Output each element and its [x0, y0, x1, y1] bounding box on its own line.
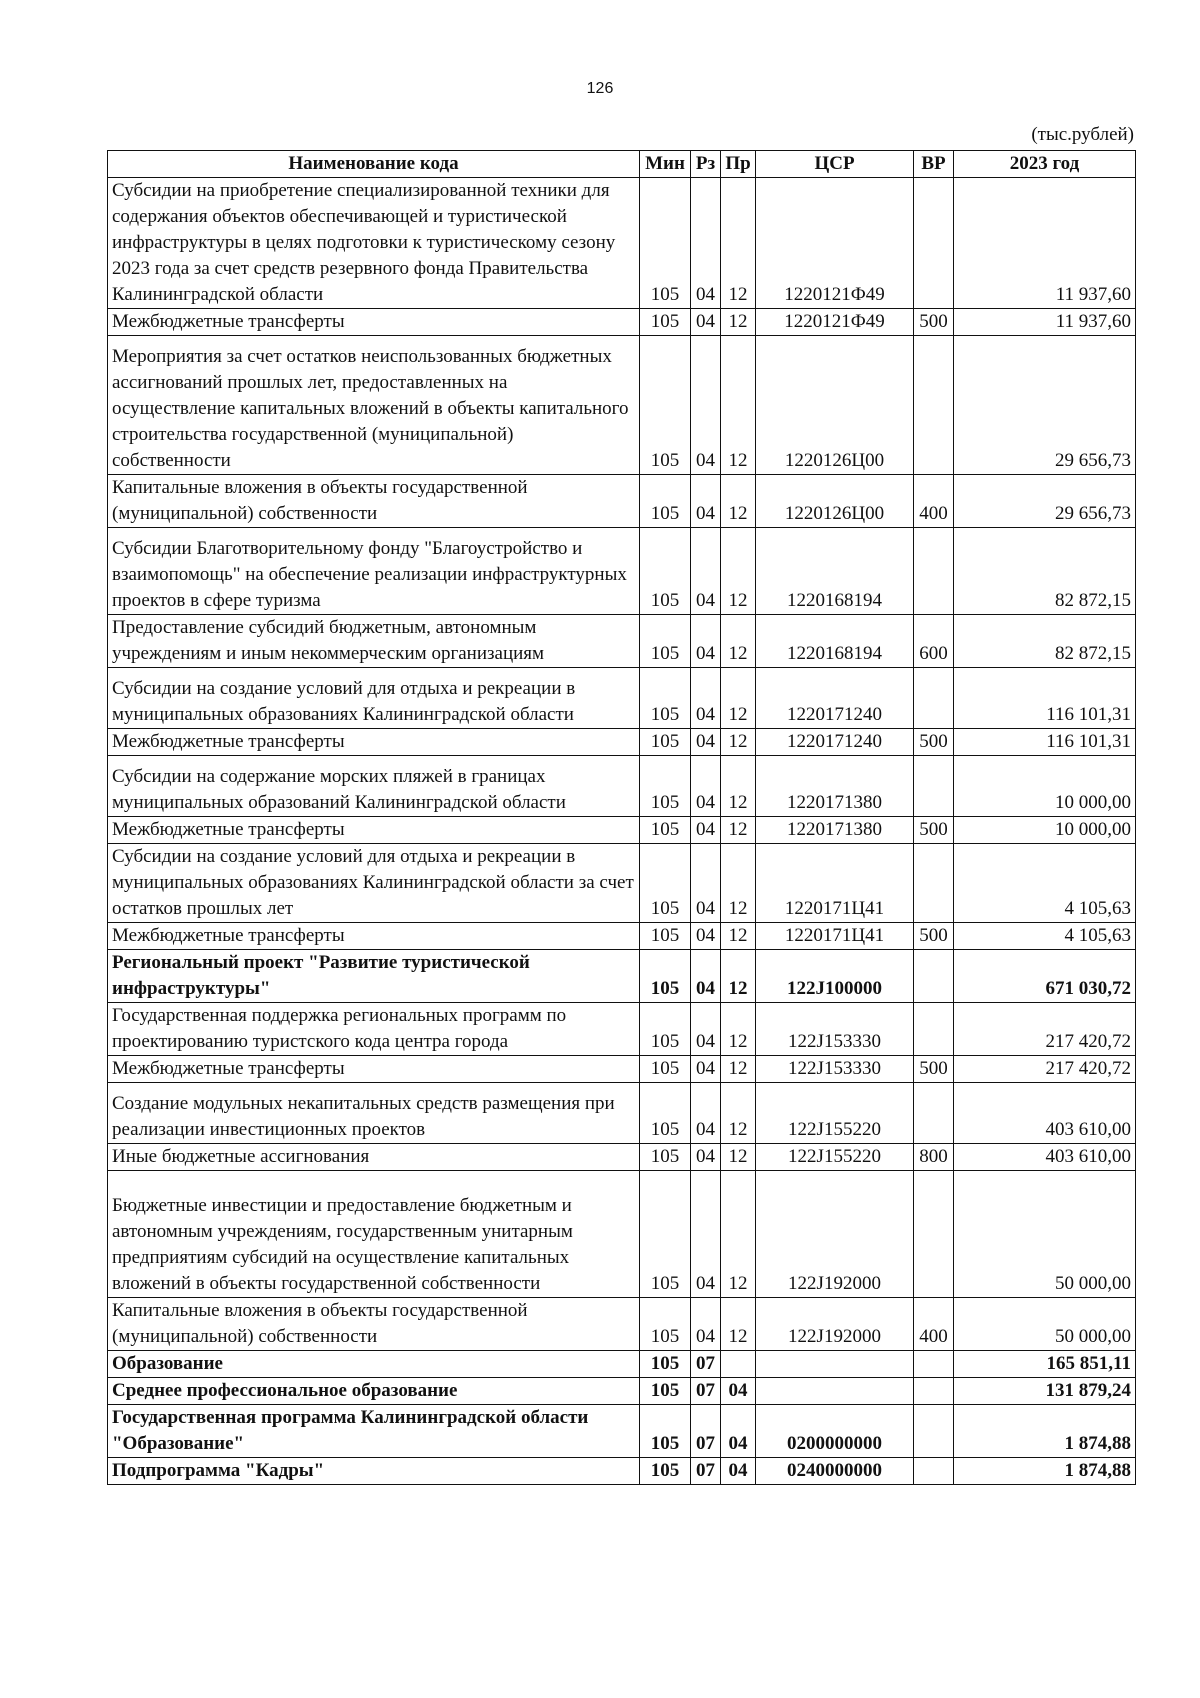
table-row — [108, 528, 1136, 615]
cell-min: 105 — [640, 475, 691, 528]
cell-rz: 04 — [691, 950, 721, 1003]
cell-vr — [914, 178, 954, 309]
cell-csr: 122J192000 — [756, 1171, 914, 1298]
cell-csr: 1220171380 — [756, 817, 914, 844]
cell-rz: 04 — [691, 817, 721, 844]
cell-name: Государственная программа Калининградской области "Образование" — [108, 1405, 640, 1458]
cell-amount: 116 101,31 — [954, 729, 1136, 756]
header-name: Наименование кода — [108, 151, 640, 178]
cell-name: Образование — [108, 1351, 640, 1378]
cell-rz: 04 — [691, 844, 721, 923]
cell-csr: 1220121Ф49 — [756, 178, 914, 309]
cell-rz: 04 — [691, 729, 721, 756]
header-vr: ВР — [914, 151, 954, 178]
cell-min: 105 — [640, 1083, 691, 1144]
cell-amount: 217 420,72 — [954, 1056, 1136, 1083]
cell-name: Среднее профессиональное образование — [108, 1378, 640, 1405]
cell-min: 105 — [640, 1144, 691, 1171]
cell-pr: 12 — [721, 844, 756, 923]
cell-pr: 12 — [721, 1171, 756, 1298]
cell-amount: 11 937,60 — [954, 178, 1136, 309]
cell-csr: 1220126Ц00 — [756, 336, 914, 475]
cell-min: 105 — [640, 528, 691, 615]
cell-name: Мероприятия за счет остатков неиспользованных бюджетных ассигнований прошлых лет, предоставленных на осуществление капитальных вложений в объекты капитального строительства государственной (муниципальной) собственности — [108, 336, 640, 475]
cell-pr: 12 — [721, 729, 756, 756]
cell-csr: 1220121Ф49 — [756, 309, 914, 336]
cell-csr: 122J153330 — [756, 1003, 914, 1056]
cell-rz: 07 — [691, 1405, 721, 1458]
cell-rz: 04 — [691, 309, 721, 336]
cell-rz: 04 — [691, 668, 721, 729]
cell-csr: 1220126Ц00 — [756, 475, 914, 528]
cell-name: Подпрограмма "Кадры" — [108, 1458, 640, 1485]
cell-name: Иные бюджетные ассигнования — [108, 1144, 640, 1171]
cell-pr: 12 — [721, 336, 756, 475]
cell-pr: 12 — [721, 1056, 756, 1083]
table-row — [108, 1144, 1136, 1171]
cell-vr — [914, 668, 954, 729]
table-row — [108, 1405, 1136, 1458]
cell-pr: 04 — [721, 1458, 756, 1485]
cell-vr: 500 — [914, 729, 954, 756]
cell-name: Региональный проект "Развитие туристической инфраструктуры" — [108, 950, 640, 1003]
cell-pr: 12 — [721, 309, 756, 336]
cell-vr — [914, 1458, 954, 1485]
cell-csr: 122J155220 — [756, 1144, 914, 1171]
cell-vr: 400 — [914, 475, 954, 528]
cell-min: 105 — [640, 1171, 691, 1298]
table-row — [108, 309, 1136, 336]
cell-pr: 04 — [721, 1378, 756, 1405]
cell-amount: 82 872,15 — [954, 528, 1136, 615]
cell-name: Субсидии на создание условий для отдыха и рекреации в муниципальных образованиях Калининградской области — [108, 668, 640, 729]
cell-vr: 500 — [914, 923, 954, 950]
cell-min: 105 — [640, 844, 691, 923]
cell-min: 105 — [640, 309, 691, 336]
cell-min: 105 — [640, 668, 691, 729]
cell-rz: 04 — [691, 178, 721, 309]
cell-pr: 12 — [721, 817, 756, 844]
cell-csr: 122J155220 — [756, 1083, 914, 1144]
cell-name: Бюджетные инвестиции и предоставление бюджетным и автономным учреждениям, государственным унитарным предприятиям субсидий на осуществление капитальных вложений в объекты государственной собственности — [108, 1171, 640, 1298]
cell-min: 105 — [640, 1351, 691, 1378]
cell-rz: 04 — [691, 1298, 721, 1351]
cell-min: 105 — [640, 1405, 691, 1458]
cell-min: 105 — [640, 178, 691, 309]
cell-vr — [914, 1083, 954, 1144]
cell-vr — [914, 1171, 954, 1298]
table-row — [108, 756, 1136, 817]
budget-table — [107, 150, 1136, 1485]
cell-amount: 10 000,00 — [954, 756, 1136, 817]
cell-name: Субсидии на создание условий для отдыха и рекреации в муниципальных образованиях Калининградской области за счет остатков прошлых лет — [108, 844, 640, 923]
cell-rz: 07 — [691, 1458, 721, 1485]
cell-amount: 116 101,31 — [954, 668, 1136, 729]
cell-rz: 07 — [691, 1351, 721, 1378]
cell-vr: 800 — [914, 1144, 954, 1171]
table-row — [108, 1351, 1136, 1378]
units-label: (тыс.рублей) — [1031, 124, 1134, 145]
cell-vr — [914, 528, 954, 615]
table-row — [108, 668, 1136, 729]
header-amount: 2023 год — [954, 151, 1136, 178]
cell-rz: 04 — [691, 1056, 721, 1083]
cell-pr: 12 — [721, 528, 756, 615]
cell-pr — [721, 1351, 756, 1378]
cell-amount: 403 610,00 — [954, 1083, 1136, 1144]
cell-min: 105 — [640, 756, 691, 817]
cell-min: 105 — [640, 336, 691, 475]
cell-vr — [914, 1405, 954, 1458]
cell-csr: 1220171240 — [756, 668, 914, 729]
header-row — [108, 151, 1136, 178]
cell-vr — [914, 844, 954, 923]
cell-rz: 04 — [691, 336, 721, 475]
cell-name: Государственная поддержка региональных программ по проектированию туристского кода центра города — [108, 1003, 640, 1056]
cell-vr: 500 — [914, 817, 954, 844]
table-row — [108, 1056, 1136, 1083]
cell-name: Межбюджетные трансферты — [108, 1056, 640, 1083]
cell-vr: 500 — [914, 309, 954, 336]
cell-amount: 131 879,24 — [954, 1378, 1136, 1405]
cell-pr: 12 — [721, 1144, 756, 1171]
cell-amount: 1 874,88 — [954, 1405, 1136, 1458]
cell-vr — [914, 1003, 954, 1056]
cell-min: 105 — [640, 1378, 691, 1405]
cell-vr — [914, 756, 954, 817]
table-row — [108, 1003, 1136, 1056]
cell-csr — [756, 1378, 914, 1405]
cell-pr: 12 — [721, 950, 756, 1003]
cell-name: Межбюджетные трансферты — [108, 309, 640, 336]
cell-pr: 12 — [721, 668, 756, 729]
header-pr: Пр — [721, 151, 756, 178]
cell-name: Субсидии на приобретение специализированной техники для содержания объектов обеспечивающей и туристической инфраструктуры в целях подготовки к туристическому сезону 2023 года за счет средств резервного фонда Правительства Калининградской области — [108, 178, 640, 309]
cell-min: 105 — [640, 615, 691, 668]
cell-rz: 04 — [691, 475, 721, 528]
cell-vr: 600 — [914, 615, 954, 668]
cell-csr: 1220171Ц41 — [756, 844, 914, 923]
cell-min: 105 — [640, 1298, 691, 1351]
header-min: Мин — [640, 151, 691, 178]
table-row — [108, 475, 1136, 528]
cell-csr: 1220171380 — [756, 756, 914, 817]
table-body — [108, 178, 1136, 1485]
cell-rz: 07 — [691, 1378, 721, 1405]
table-row — [108, 844, 1136, 923]
cell-csr: 122J100000 — [756, 950, 914, 1003]
cell-name: Межбюджетные трансферты — [108, 817, 640, 844]
cell-csr: 1220171Ц41 — [756, 923, 914, 950]
table-row — [108, 950, 1136, 1003]
cell-pr: 12 — [721, 475, 756, 528]
cell-rz: 04 — [691, 1171, 721, 1298]
cell-amount: 29 656,73 — [954, 336, 1136, 475]
cell-name: Капитальные вложения в объекты государственной (муниципальной) собственности — [108, 1298, 640, 1351]
cell-min: 105 — [640, 1056, 691, 1083]
cell-name: Межбюджетные трансферты — [108, 923, 640, 950]
table-header — [108, 151, 1136, 178]
cell-name: Межбюджетные трансферты — [108, 729, 640, 756]
cell-amount: 165 851,11 — [954, 1351, 1136, 1378]
cell-amount: 1 874,88 — [954, 1458, 1136, 1485]
cell-min: 105 — [640, 817, 691, 844]
cell-amount: 403 610,00 — [954, 1144, 1136, 1171]
cell-amount: 82 872,15 — [954, 615, 1136, 668]
cell-name: Капитальные вложения в объекты государственной (муниципальной) собственности — [108, 475, 640, 528]
cell-name: Создание модульных некапитальных средств размещения при реализации инвестиционных проектов — [108, 1083, 640, 1144]
cell-pr: 12 — [721, 615, 756, 668]
table-row — [108, 1083, 1136, 1144]
cell-vr — [914, 1378, 954, 1405]
cell-pr: 04 — [721, 1405, 756, 1458]
header-csr: ЦСР — [756, 151, 914, 178]
header-rz: Рз — [691, 151, 721, 178]
cell-csr: 0240000000 — [756, 1458, 914, 1485]
cell-rz: 04 — [691, 923, 721, 950]
cell-vr — [914, 336, 954, 475]
cell-csr — [756, 1351, 914, 1378]
cell-rz: 04 — [691, 528, 721, 615]
cell-rz: 04 — [691, 615, 721, 668]
cell-amount: 10 000,00 — [954, 817, 1136, 844]
table-row — [108, 817, 1136, 844]
table-row — [108, 615, 1136, 668]
cell-min: 105 — [640, 1458, 691, 1485]
cell-csr: 1220168194 — [756, 528, 914, 615]
cell-pr: 12 — [721, 756, 756, 817]
cell-amount: 29 656,73 — [954, 475, 1136, 528]
cell-name: Субсидии на содержание морских пляжей в границах муниципальных образований Калининградской области — [108, 756, 640, 817]
cell-pr: 12 — [721, 1003, 756, 1056]
cell-csr: 122J192000 — [756, 1298, 914, 1351]
table-row — [108, 1378, 1136, 1405]
cell-csr: 1220168194 — [756, 615, 914, 668]
cell-name: Субсидии Благотворительному фонду "Благоустройство и взаимопомощь" на обеспечение реализации инфраструктурных проектов в сфере туризма — [108, 528, 640, 615]
cell-vr: 400 — [914, 1298, 954, 1351]
table-row — [108, 1171, 1136, 1298]
cell-min: 105 — [640, 923, 691, 950]
cell-vr — [914, 1351, 954, 1378]
table-row — [108, 1458, 1136, 1485]
table-row — [108, 336, 1136, 475]
cell-min: 105 — [640, 950, 691, 1003]
cell-amount: 671 030,72 — [954, 950, 1136, 1003]
cell-amount: 4 105,63 — [954, 844, 1136, 923]
cell-csr: 122J153330 — [756, 1056, 914, 1083]
cell-amount: 50 000,00 — [954, 1171, 1136, 1298]
cell-amount: 50 000,00 — [954, 1298, 1136, 1351]
table-row — [108, 729, 1136, 756]
cell-pr: 12 — [721, 1083, 756, 1144]
cell-amount: 11 937,60 — [954, 309, 1136, 336]
cell-vr: 500 — [914, 1056, 954, 1083]
cell-pr: 12 — [721, 178, 756, 309]
cell-rz: 04 — [691, 756, 721, 817]
table-row — [108, 1298, 1136, 1351]
table-row — [108, 923, 1136, 950]
cell-rz: 04 — [691, 1083, 721, 1144]
cell-name: Предоставление субсидий бюджетным, автономным учреждениям и иным некоммерческим организациям — [108, 615, 640, 668]
cell-amount: 4 105,63 — [954, 923, 1136, 950]
cell-csr: 0200000000 — [756, 1405, 914, 1458]
cell-min: 105 — [640, 729, 691, 756]
cell-amount: 217 420,72 — [954, 1003, 1136, 1056]
page-number: 126 — [586, 80, 614, 97]
cell-rz: 04 — [691, 1144, 721, 1171]
cell-min: 105 — [640, 1003, 691, 1056]
cell-rz: 04 — [691, 1003, 721, 1056]
cell-pr: 12 — [721, 1298, 756, 1351]
cell-pr: 12 — [721, 923, 756, 950]
cell-csr: 1220171240 — [756, 729, 914, 756]
table-row — [108, 178, 1136, 309]
cell-vr — [914, 950, 954, 1003]
